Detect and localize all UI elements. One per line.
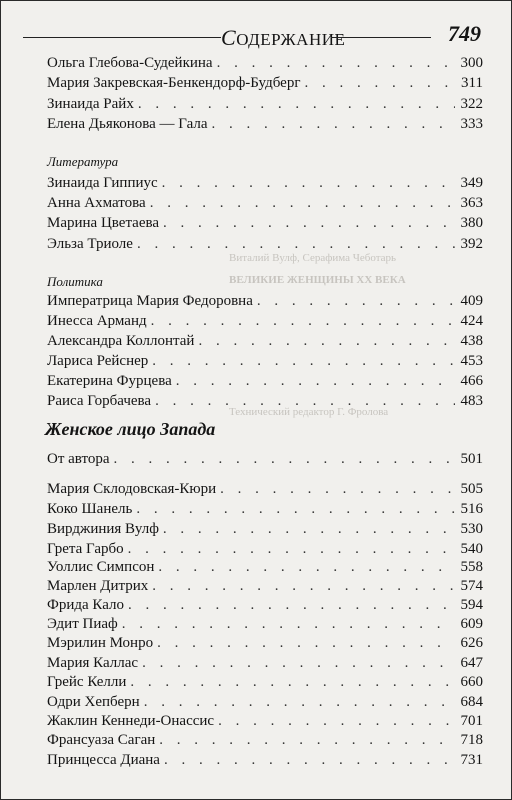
toc-entry-page: 311	[461, 75, 483, 91]
toc-entry-page: 731	[460, 752, 483, 768]
toc-entry-page: 558	[460, 559, 483, 575]
toc-entry	[47, 371, 483, 391]
toc-entry	[47, 234, 483, 254]
toc-entry-page: 540	[460, 541, 483, 557]
header-rule	[23, 37, 221, 38]
running-head-initial: С	[221, 25, 237, 50]
toc-entry-page: 684	[460, 694, 483, 710]
toc-entry-page: 409	[460, 293, 483, 309]
toc-entry	[47, 614, 483, 634]
toc-entry	[47, 311, 483, 331]
toc-entry-page: 300	[460, 55, 483, 71]
header-rule	[331, 37, 431, 38]
section-heading-west: Женское лицо Запада	[45, 419, 216, 439]
toc-entry-title: Грета Гарбо	[47, 541, 124, 557]
section-heading-politics: Политика	[47, 274, 103, 289]
toc-entry-page: 609	[460, 616, 483, 632]
toc-entry-title: Зинаида Райх	[47, 96, 134, 112]
toc-entry-page: 438	[460, 333, 483, 349]
toc-entry-page: 626	[460, 635, 483, 651]
toc-entry-page: 530	[460, 521, 483, 537]
toc-entry	[47, 193, 483, 213]
toc-entry-title: Эдит Пиаф	[47, 616, 118, 632]
toc-entry	[47, 653, 483, 673]
toc-entry	[47, 94, 483, 114]
running-head-rest: ОДЕРЖАНИЕ	[236, 30, 346, 49]
toc-entry-title: Жаклин Кеннеди-Онассис	[47, 713, 215, 729]
toc-entry	[47, 213, 483, 233]
toc-entry-title: Одри Хепберн	[47, 694, 140, 710]
toc-entry	[47, 672, 483, 692]
toc-entry-title: Зинаида Гиппиус	[47, 175, 158, 191]
running-head-title	[221, 25, 345, 51]
toc-entry-title: Франсуаза Саган	[47, 732, 156, 748]
toc-entry-title: Императрица Мария Федоровна	[47, 293, 253, 309]
toc-entry-title: Марлен Дитрих	[47, 578, 149, 594]
toc-entry-title: Коко Шанель	[47, 501, 133, 517]
toc-entry-page: 660	[460, 674, 483, 690]
toc-entry-title: Уоллис Симпсон	[47, 559, 155, 575]
toc-entry	[47, 73, 483, 93]
toc-entry	[47, 576, 483, 596]
toc-entry-page: 501	[460, 451, 483, 467]
toc-entry-title: Инесса Арманд	[47, 313, 147, 329]
toc-entry-page: 333	[460, 116, 483, 132]
toc-entry-title: Вирджиния Вулф	[47, 521, 159, 537]
running-header	[13, 1, 499, 49]
toc-entry	[47, 711, 483, 731]
toc-entry-title: Мэрилин Монро	[47, 635, 154, 651]
toc-entry	[47, 391, 483, 411]
toc-entry-title: Ольга Глебова-Судейкина	[47, 55, 213, 71]
toc-entry-title: Екатерина Фурцева	[47, 373, 172, 389]
toc-entry-page: 466	[460, 373, 483, 389]
toc-entry	[47, 750, 483, 770]
bleed-through-line: Технический редактор Г. Фролова	[229, 406, 389, 418]
toc-entry	[47, 499, 483, 519]
toc-entry-title: Эльза Триоле	[47, 236, 133, 252]
toc-entry-page: 647	[460, 655, 483, 671]
toc-entry-page: 424	[460, 313, 483, 329]
bleed-through-line: Виталий Вулф, Серафима Чеботарь	[229, 252, 397, 264]
toc-entry-title: Александра Коллонтай	[47, 333, 195, 349]
toc-entry	[47, 479, 483, 499]
toc-entry-title: Принцесса Диана	[47, 752, 160, 768]
page-number: 749	[448, 21, 481, 46]
toc-entry-title: Раиса Горбачева	[47, 393, 152, 409]
toc-entry-page: 701	[460, 713, 483, 729]
toc-entry-page: 363	[460, 195, 483, 211]
toc-entry-title: Грейс Келли	[47, 674, 127, 690]
toc-entry	[47, 449, 483, 469]
toc-entry	[47, 291, 483, 311]
toc-entry-page: 594	[460, 597, 483, 613]
bleed-through-line: ВЕЛИКИЕ ЖЕНЩИНЫ XX ВЕКА	[229, 274, 406, 286]
toc-entry-page: 453	[460, 353, 483, 369]
toc-entry-page: 380	[460, 215, 483, 231]
toc-entry	[47, 173, 483, 193]
toc-entry-page: 505	[460, 481, 483, 497]
toc-entry-title: Мария Каллас	[47, 655, 139, 671]
toc-entry	[47, 557, 483, 577]
toc-entry	[47, 114, 483, 134]
toc-entry	[47, 633, 483, 653]
toc-entry-title: Мария Закревская-Бенкендорф-Будберг	[47, 75, 301, 91]
toc-entry	[47, 53, 483, 73]
toc-entry	[47, 351, 483, 371]
toc-entry-page: 574	[460, 578, 483, 594]
toc-entry-title: Марина Цветаева	[47, 215, 160, 231]
toc-entry	[47, 730, 483, 750]
section-heading-literature: Литература	[47, 154, 119, 169]
toc-entry-page: 349	[460, 175, 483, 191]
toc-entry-page: 322	[460, 96, 483, 112]
toc-entry	[47, 539, 483, 559]
toc-entry-title: Мария Склодовская-Кюри	[47, 481, 217, 497]
toc-entry-title: От автора	[47, 451, 110, 467]
toc-entry-title: Фрида Кало	[47, 597, 124, 613]
toc-entry	[47, 519, 483, 539]
toc-entry-page: 392	[460, 236, 483, 252]
toc-entry-page: 516	[460, 501, 483, 517]
toc-entry	[47, 595, 483, 615]
toc-entry	[47, 692, 483, 712]
toc-entry-page: 718	[460, 732, 483, 748]
toc-entry-title: Анна Ахматова	[47, 195, 146, 211]
toc-entry	[47, 331, 483, 351]
toc-entry-title: Лариса Рейснер	[47, 353, 149, 369]
toc-entry-title: Елена Дьяконова — Гала	[47, 116, 208, 132]
toc-entry-page: 483	[460, 393, 483, 409]
